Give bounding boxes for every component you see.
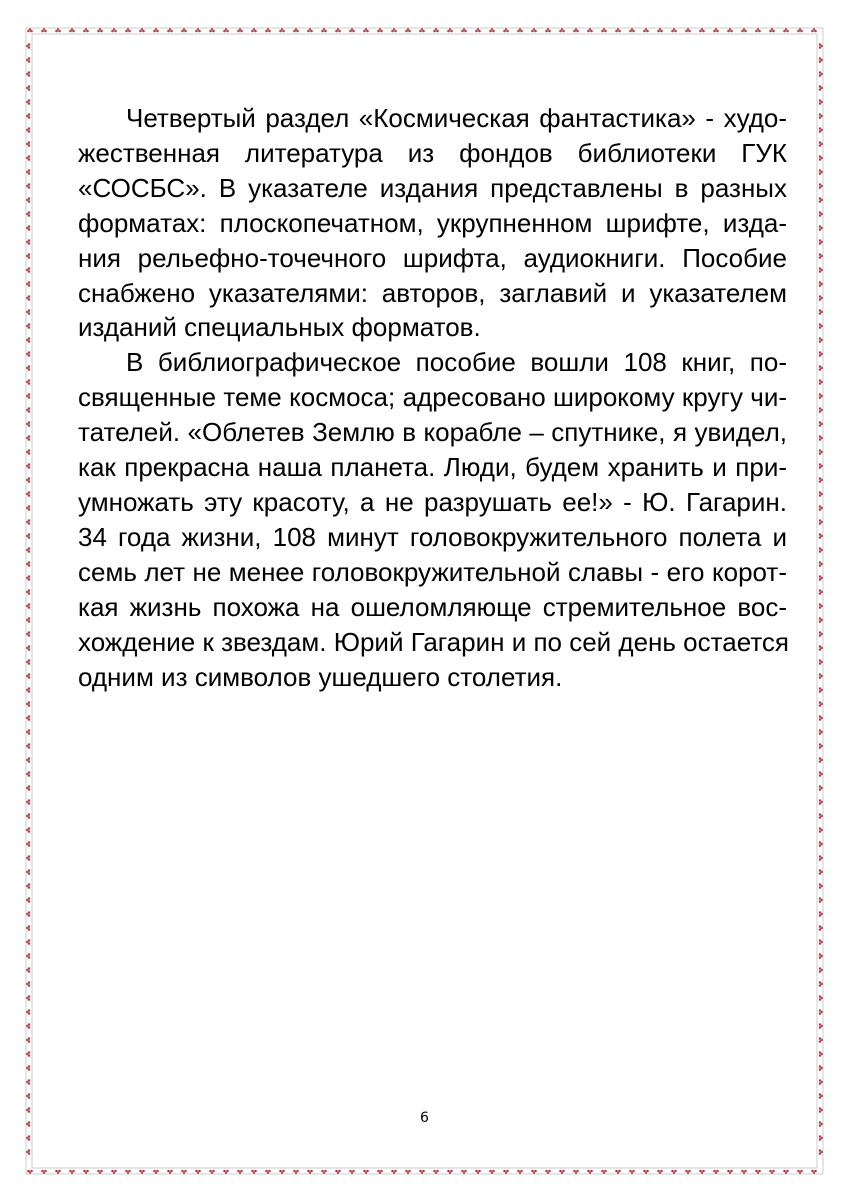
border-ornament-mark: [41, 28, 47, 32]
text-line: жественная литература из фондов библиотеки ГУК: [78, 137, 787, 168]
border-ornament-mark: [819, 281, 823, 287]
border-ornament-mark: [819, 183, 823, 189]
border-ornament-mark: [819, 967, 823, 973]
border-ornament-mark: [26, 645, 30, 651]
text-line: снабжено указателями: авторов, заглавий и указателем: [78, 277, 787, 308]
border-ornament-mark: [629, 1170, 635, 1174]
border-ornament-mark: [727, 1170, 733, 1174]
border-ornament-mark: [671, 28, 677, 32]
border-ornament-mark: [819, 239, 823, 245]
border-ornament-mark: [26, 127, 30, 133]
border-ornament-mark: [819, 617, 823, 623]
border-ornament-mark: [26, 267, 30, 273]
border-ornament-mark: [643, 28, 649, 32]
border-ornament-mark: [195, 1170, 201, 1174]
border-ornament-mark: [819, 71, 823, 77]
border-ornament-mark: [819, 267, 823, 273]
border-ornament-mark: [503, 1170, 509, 1174]
border-ornament-mark: [489, 1170, 495, 1174]
border-ornament-mark: [819, 953, 823, 959]
border-ornament-mark: [819, 127, 823, 133]
border-ornament-mark: [251, 1170, 257, 1174]
border-ornament-mark: [27, 28, 33, 32]
border-ornament-mark: [26, 631, 30, 637]
border-ornament-mark: [517, 1170, 523, 1174]
border-ornament-mark: [475, 1170, 481, 1174]
border-ornament-mark: [26, 365, 30, 371]
border-ornament-mark: [819, 155, 823, 161]
border-ornament-mark: [321, 1170, 327, 1174]
text-line: умножать эту красоту, а не разрушать ее!» - Ю. Гагарин.: [78, 486, 787, 517]
text-line: одним из символов ушедшего столетия.: [78, 661, 563, 692]
border-ornament-mark: [727, 28, 733, 32]
border-ornament-mark: [819, 1051, 823, 1057]
border-ornament-mark: [26, 1149, 30, 1155]
border-ornament-mark: [819, 225, 823, 231]
border-ornament-mark: [475, 28, 481, 32]
border-ornament-mark: [69, 28, 75, 32]
border-ornament-mark: [349, 1170, 355, 1174]
border-ornament-mark: [335, 28, 341, 32]
border-ornament-mark: [819, 645, 823, 651]
border-ornament-mark: [503, 28, 509, 32]
border-ornament-mark: [167, 28, 173, 32]
border-ornament-mark: [181, 28, 187, 32]
border-ornament-mark: [391, 1170, 397, 1174]
border-ornament-mark: [819, 1093, 823, 1099]
border-ornament-mark: [573, 1170, 579, 1174]
border-ornament-mark: [26, 925, 30, 931]
border-ornament-mark: [26, 197, 30, 203]
border-ornament-mark: [433, 28, 439, 32]
border-ornament-mark: [685, 28, 691, 32]
border-ornament-mark: [447, 1170, 453, 1174]
border-ornament-mark: [819, 841, 823, 847]
border-ornament-mark: [223, 28, 229, 32]
border-ornament-mark: [819, 589, 823, 595]
border-ornament-mark: [26, 1037, 30, 1043]
border-ornament-mark: [819, 99, 823, 105]
border-ornament-mark: [797, 1170, 803, 1174]
border-ornament-mark: [26, 1065, 30, 1071]
border-ornament-mark: [26, 589, 30, 595]
border-ornament-mark: [26, 183, 30, 189]
border-ornament-mark: [819, 1079, 823, 1085]
border-ornament-mark: [819, 771, 823, 777]
border-ornament-mark: [26, 323, 30, 329]
border-ornament-mark: [819, 169, 823, 175]
border-ornament-mark: [819, 575, 823, 581]
text-line: 34 года жизни, 108 минут головокружительного полета и: [78, 521, 787, 552]
border-ornament-mark: [601, 1170, 607, 1174]
border-ornament-mark: [26, 1009, 30, 1015]
text-line: семь лет не менее головокружительной славы - его корот-: [78, 556, 787, 587]
border-ornament-mark: [26, 85, 30, 91]
border-ornament-mark: [125, 1170, 131, 1174]
border-ornament-mark: [531, 1170, 537, 1174]
border-ornament-mark: [819, 1037, 823, 1043]
border-ornament-mark: [209, 1170, 215, 1174]
paragraph-2: [78, 345, 790, 694]
border-ornament-mark: [811, 1170, 817, 1174]
border-ornament-mark: [27, 1170, 33, 1174]
border-ornament-mark: [26, 253, 30, 259]
border-ornament-mark: [293, 28, 299, 32]
border-ornament-mark: [819, 379, 823, 385]
border-ornament-mark: [26, 827, 30, 833]
border-ornament-mark: [167, 1170, 173, 1174]
border-ornament-mark: [405, 28, 411, 32]
border-ornament-mark: [26, 729, 30, 735]
border-ornament-mark: [819, 435, 823, 441]
text-line: изданий специальных форматов.: [78, 312, 481, 343]
border-ornament-mark: [545, 1170, 551, 1174]
border-ornament-mark: [819, 463, 823, 469]
border-ornament-mark: [83, 1170, 89, 1174]
border-ornament-mark: [26, 533, 30, 539]
border-ornament-mark: [531, 28, 537, 32]
border-ornament-mark: [819, 715, 823, 721]
border-ornament-mark: [419, 1170, 425, 1174]
border-ornament-mark: [26, 841, 30, 847]
border-ornament-mark: [819, 673, 823, 679]
border-ornament-mark: [587, 28, 593, 32]
border-ornament-mark: [819, 519, 823, 525]
border-ornament-mark: [26, 379, 30, 385]
border-ornament-mark: [601, 28, 607, 32]
border-ornament-mark: [573, 28, 579, 32]
border-ornament-mark: [251, 28, 257, 32]
border-ornament-mark: [819, 827, 823, 833]
border-ornament-mark: [279, 1170, 285, 1174]
border-ornament-mark: [819, 491, 823, 497]
border-ornament-mark: [819, 1135, 823, 1141]
border-ornament-mark: [377, 28, 383, 32]
border-ornament-mark: [629, 28, 635, 32]
border-ornament-mark: [349, 28, 355, 32]
border-ornament-mark: [26, 71, 30, 77]
border-ornament-mark: [26, 463, 30, 469]
border-ornament-mark: [819, 533, 823, 539]
border-ornament-mark: [819, 337, 823, 343]
border-ornament-mark: [181, 1170, 187, 1174]
border-ornament-mark: [26, 393, 30, 399]
border-ornament-mark: [699, 28, 705, 32]
border-ornament-mark: [819, 449, 823, 455]
border-ornament-mark: [657, 28, 663, 32]
border-ornament-mark: [26, 1023, 30, 1029]
border-ornament-mark: [26, 477, 30, 483]
border-ornament-mark: [26, 743, 30, 749]
border-ornament-mark: [26, 1051, 30, 1057]
border-ornament-mark: [819, 603, 823, 609]
document-body: [78, 101, 790, 694]
border-ornament-mark: [307, 28, 313, 32]
border-ornament-mark: [265, 1170, 271, 1174]
border-ornament-mark: [755, 28, 761, 32]
border-ornament-mark: [26, 225, 30, 231]
border-ornament-mark: [643, 1170, 649, 1174]
border-ornament-mark: [433, 1170, 439, 1174]
border-ornament-mark: [819, 729, 823, 735]
border-ornament-mark: [819, 113, 823, 119]
border-ornament-mark: [819, 631, 823, 637]
border-ornament-mark: [26, 141, 30, 147]
text-line: тателей. «Облетев Землю в корабле – спутнике, я увидел,: [78, 417, 787, 448]
border-ornament-mark: [819, 211, 823, 217]
border-ornament-mark: [26, 547, 30, 553]
border-ornament-mark: [819, 785, 823, 791]
border-ornament-mark: [363, 28, 369, 32]
border-ornament-mark: [26, 239, 30, 245]
border-ornament-mark: [819, 1009, 823, 1015]
border-ornament-mark: [26, 883, 30, 889]
border-ornament-mark: [26, 113, 30, 119]
border-ornament-mark: [26, 603, 30, 609]
border-ornament-mark: [685, 1170, 691, 1174]
border-ornament-mark: [26, 687, 30, 693]
border-ornament-mark: [819, 561, 823, 567]
border-ornament-mark: [819, 855, 823, 861]
border-ornament-mark: [819, 757, 823, 763]
border-ornament-mark: [26, 575, 30, 581]
border-ornament-mark: [769, 1170, 775, 1174]
border-ornament-mark: [26, 1093, 30, 1099]
border-ornament-mark: [97, 28, 103, 32]
border-ornament-mark: [26, 967, 30, 973]
border-ornament-mark: [265, 28, 271, 32]
border-ornament-mark: [26, 995, 30, 1001]
border-ornament-mark: [111, 1170, 117, 1174]
border-ornament-mark: [153, 28, 159, 32]
border-ornament-mark: [819, 1149, 823, 1155]
border-ornament-mark: [41, 1170, 47, 1174]
border-ornament-mark: [819, 253, 823, 259]
border-ornament-mark: [741, 28, 747, 32]
border-ornament-mark: [26, 813, 30, 819]
border-ornament-mark: [26, 939, 30, 945]
border-ornament-mark: [819, 547, 823, 553]
text-line: хождение к звездам. Юрий Гагарин и по сей день остается: [78, 626, 790, 657]
border-ornament-mark: [26, 701, 30, 707]
border-ornament-mark: [559, 1170, 565, 1174]
border-ornament-mark: [223, 1170, 229, 1174]
border-ornament-mark: [489, 28, 495, 32]
text-line: ния рельефно-точечного шрифта, аудиокниги. Пособие: [78, 242, 787, 273]
border-ornament-mark: [819, 505, 823, 511]
border-ornament-mark: [307, 1170, 313, 1174]
border-ornament-mark: [819, 883, 823, 889]
border-ornament-mark: [26, 435, 30, 441]
border-ornament-mark: [819, 799, 823, 805]
border-ornament-mark: [83, 28, 89, 32]
border-ornament-mark: [26, 799, 30, 805]
border-ornament-mark: [55, 28, 61, 32]
text-line: форматах: плоскопечатном, укрупненном шрифте, изда-: [78, 207, 787, 238]
border-ornament-mark: [461, 28, 467, 32]
border-ornament-mark: [125, 28, 131, 32]
text-line: священные теме космоса; адресовано широкому кругу чи-: [78, 382, 787, 413]
border-ornament-mark: [153, 1170, 159, 1174]
border-ornament-mark: [26, 505, 30, 511]
border-ornament-mark: [819, 309, 823, 315]
border-ornament-mark: [699, 1170, 705, 1174]
border-ornament-mark: [363, 1170, 369, 1174]
border-ornament-mark: [26, 673, 30, 679]
text-line: «СОСБС». В указателе издания представлены в разных: [78, 172, 787, 203]
border-ornament-mark: [26, 771, 30, 777]
border-ornament-mark: [819, 393, 823, 399]
border-ornament-mark: [419, 28, 425, 32]
border-ornament-mark: [26, 981, 30, 987]
border-ornament-mark: [139, 1170, 145, 1174]
text-line: кая жизнь похожа на ошеломляюще стремительное вос-: [78, 591, 787, 622]
border-ornament-mark: [769, 28, 775, 32]
border-ornament-mark: [26, 659, 30, 665]
border-ornament-mark: [97, 1170, 103, 1174]
border-ornament-mark: [819, 659, 823, 665]
border-ornament-mark: [657, 1170, 663, 1174]
border-ornament-mark: [26, 421, 30, 427]
border-ornament-mark: [26, 57, 30, 63]
border-ornament-mark: [811, 28, 817, 32]
border-ornament-mark: [819, 897, 823, 903]
border-ornament-mark: [26, 757, 30, 763]
border-ornament-mark: [279, 28, 285, 32]
border-ornament-mark: [819, 869, 823, 875]
border-ornament-mark: [26, 43, 30, 49]
border-ornament-mark: [26, 1079, 30, 1085]
border-ornament-mark: [237, 1170, 243, 1174]
border-ornament-mark: [587, 1170, 593, 1174]
border-ornament-mark: [26, 785, 30, 791]
border-ornament-mark: [819, 813, 823, 819]
border-ornament-mark: [819, 743, 823, 749]
border-ornament-mark: [26, 855, 30, 861]
border-ornament-mark: [335, 1170, 341, 1174]
border-ornament-mark: [26, 911, 30, 917]
border-ornament-mark: [26, 1135, 30, 1141]
border-ornament-mark: [26, 561, 30, 567]
border-ornament-mark: [819, 925, 823, 931]
paragraph-1: [78, 101, 787, 345]
border-ornament-mark: [819, 365, 823, 371]
border-ornament-mark: [819, 141, 823, 147]
border-ornament-mark: [819, 981, 823, 987]
border-ornament-mark: [26, 351, 30, 357]
border-ornament-mark: [26, 897, 30, 903]
border-ornament-mark: [819, 85, 823, 91]
border-ornament-mark: [671, 1170, 677, 1174]
border-ornament-mark: [26, 617, 30, 623]
border-ornament-mark: [111, 28, 117, 32]
border-ornament-mark: [26, 407, 30, 413]
border-ornament-mark: [819, 351, 823, 357]
border-ornament-mark: [321, 28, 327, 32]
border-ornament-mark: [713, 28, 719, 32]
border-ornament-mark: [819, 1065, 823, 1071]
border-ornament-mark: [819, 477, 823, 483]
border-ornament-mark: [237, 28, 243, 32]
border-ornament-mark: [195, 28, 201, 32]
border-ornament-mark: [615, 1170, 621, 1174]
text-line: В библиографическое пособие вошли 108 книг, по-: [126, 347, 787, 378]
border-ornament-mark: [391, 28, 397, 32]
border-ornament-mark: [559, 28, 565, 32]
page-number: 6: [420, 1110, 429, 1126]
border-ornament-mark: [819, 43, 823, 49]
border-ornament-mark: [819, 323, 823, 329]
border-ornament-mark: [545, 28, 551, 32]
border-ornament-mark: [139, 28, 145, 32]
border-ornament-mark: [26, 309, 30, 315]
border-ornament-mark: [783, 28, 789, 32]
border-ornament-mark: [26, 869, 30, 875]
border-ornament-mark: [819, 687, 823, 693]
border-ornament-mark: [819, 701, 823, 707]
border-ornament-mark: [405, 1170, 411, 1174]
border-ornament-mark: [755, 1170, 761, 1174]
border-ornament-mark: [26, 99, 30, 105]
border-ornament-mark: [26, 295, 30, 301]
border-ornament-mark: [69, 1170, 75, 1174]
border-ornament-mark: [819, 939, 823, 945]
border-ornament-mark: [26, 491, 30, 497]
border-ornament-mark: [26, 337, 30, 343]
border-ornament-mark: [26, 953, 30, 959]
border-ornament-mark: [26, 169, 30, 175]
border-ornament-mark: [819, 421, 823, 427]
border-ornament-mark: [819, 1023, 823, 1029]
border-ornament-mark: [293, 1170, 299, 1174]
border-ornament-mark: [819, 995, 823, 1001]
border-ornament-mark: [461, 1170, 467, 1174]
border-ornament-mark: [26, 715, 30, 721]
border-ornament-mark: [447, 28, 453, 32]
text-line: как прекрасна наша планета. Люди, будем хранить и при-: [78, 452, 787, 483]
border-ornament-mark: [26, 519, 30, 525]
border-ornament-mark: [819, 57, 823, 63]
border-ornament-mark: [819, 911, 823, 917]
border-ornament-mark: [517, 28, 523, 32]
border-ornament-mark: [783, 1170, 789, 1174]
border-ornament-mark: [26, 449, 30, 455]
border-ornament-mark: [819, 197, 823, 203]
border-ornament-mark: [26, 155, 30, 161]
border-ornament-mark: [26, 211, 30, 217]
border-ornament-mark: [209, 28, 215, 32]
border-ornament-mark: [377, 1170, 383, 1174]
border-ornament-mark: [819, 295, 823, 301]
text-line: Четвертый раздел «Космическая фантастика» - худо-: [126, 103, 787, 133]
border-ornament-mark: [741, 1170, 747, 1174]
border-ornament-mark: [26, 281, 30, 287]
border-ornament-mark: [819, 407, 823, 413]
border-ornament-mark: [615, 28, 621, 32]
border-ornament-mark: [55, 1170, 61, 1174]
border-ornament-mark: [797, 28, 803, 32]
border-ornament-mark: [713, 1170, 719, 1174]
